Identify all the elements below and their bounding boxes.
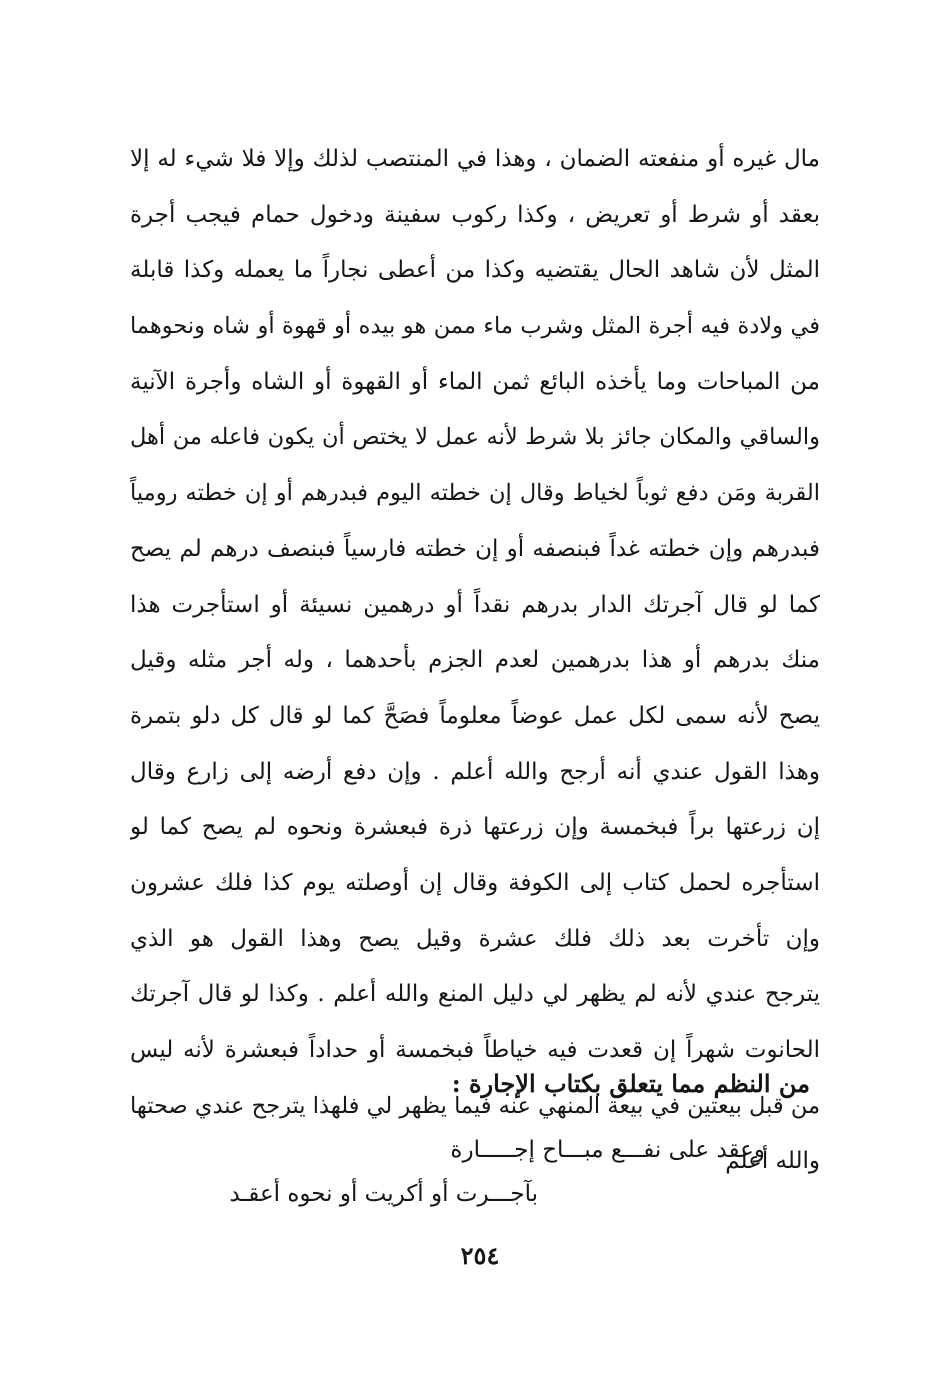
- body-text: [130, 132, 820, 1190]
- body-line-15: وإن تأخرت بعد ذلك فلك عشرة وقيل يصح وهذا القول هو الذي: [130, 925, 820, 952]
- body-line-11: يصح لأنه سمى لكل عمل عوضاً معلوماً فصَحَّ كما لو قال كل دلو بتمرة: [130, 702, 820, 729]
- body-line-10: منك بدرهم أو هذا بدرهمين لعدم الجزم بأحدهما ، وله أجر مثله وقيل: [130, 647, 820, 674]
- body-line-13: إن زرعتها براً فبخمسة وإن زرعتها ذرة فبعشرة ونحوه لم يصح كما لو: [130, 814, 820, 841]
- body-line-2: بعقد أو شرط أو تعريض ، وكذا ركوب سفينة ودخول حمام فيجب أجرة: [130, 201, 820, 228]
- body-line-18: من قبل بيعتين في بيعة المنهي عنه فيما يظهر لي فلهذا يترجح عندي صحتها: [130, 1092, 820, 1119]
- body-line-8: فبدرهم وإن خطته غداً فبنصفه أو إن خطته فارسياً فبنصف درهم لم يصح: [130, 535, 820, 562]
- body-line-5: من المباحات وما يأخذه البائع ثمن الماء أو القهوة أو الشاه وأجرة الآنية: [130, 368, 820, 395]
- body-line-7: القربة ومَن دفع ثوباً لخياط وقال إن خطته اليوم فبدرهم أو إن خطته رومياً: [130, 480, 820, 507]
- page-number: ٢٥٤: [460, 1241, 500, 1270]
- body-line-12: وهذا القول عندي أنه أرجح والله أعلم . وإن دفع أرضه إلى زارع وقال: [130, 758, 820, 785]
- body-line-17: الحانوت شهراً إن قعدت فيه خياطاً فبخمسة أو حداداً فبعشرة لأنه ليس: [130, 1037, 820, 1063]
- body-line-6: والساقي والمكان جائز بلا شرط لأنه عمل لا يختص أن يكون فاعله من أهل: [130, 424, 820, 451]
- body-line-16: يترجح عندي لأنه لم يظهر لي دليل المنع والله أعلم . وكذا لو قال آجرتك: [130, 981, 820, 1008]
- body-line-4: في ولادة فيه أجرة المثل وشرب ماء ممن هو بيده أو قهوة أو شاه ونحوهما: [130, 313, 820, 340]
- body-line-19: والله أعلم: [725, 1148, 820, 1175]
- verse-line-1: وعقد على نفـــع مبـــاح إجـــــارة: [450, 1137, 765, 1163]
- section-heading: من النظم مما يتعلق بكتاب الإجارة :: [451, 1069, 810, 1098]
- body-line-3: المثل لأن شاهد الحال يقتضيه وكذا من أعطى نجاراً ما يعمله وكذا قابلة: [130, 257, 820, 284]
- body-line-9: كما لو قال آجرتك الدار بدرهم نقداً أو درهمين نسيئة أو استأجرت هذا: [130, 591, 820, 618]
- body-line-14: استأجره لحمل كتاب إلى الكوفة وقال إن أوصلته يوم كذا فلك عشرون: [130, 869, 820, 896]
- verse-line-2: بآجـــرت أو أكريت أو نحوه أعقـد: [229, 1181, 538, 1207]
- body-line-1: مال غيره أو منفعته الضمان ، وهذا في المنتصب لذلك وإلا فلا شيء له إلا: [130, 146, 820, 172]
